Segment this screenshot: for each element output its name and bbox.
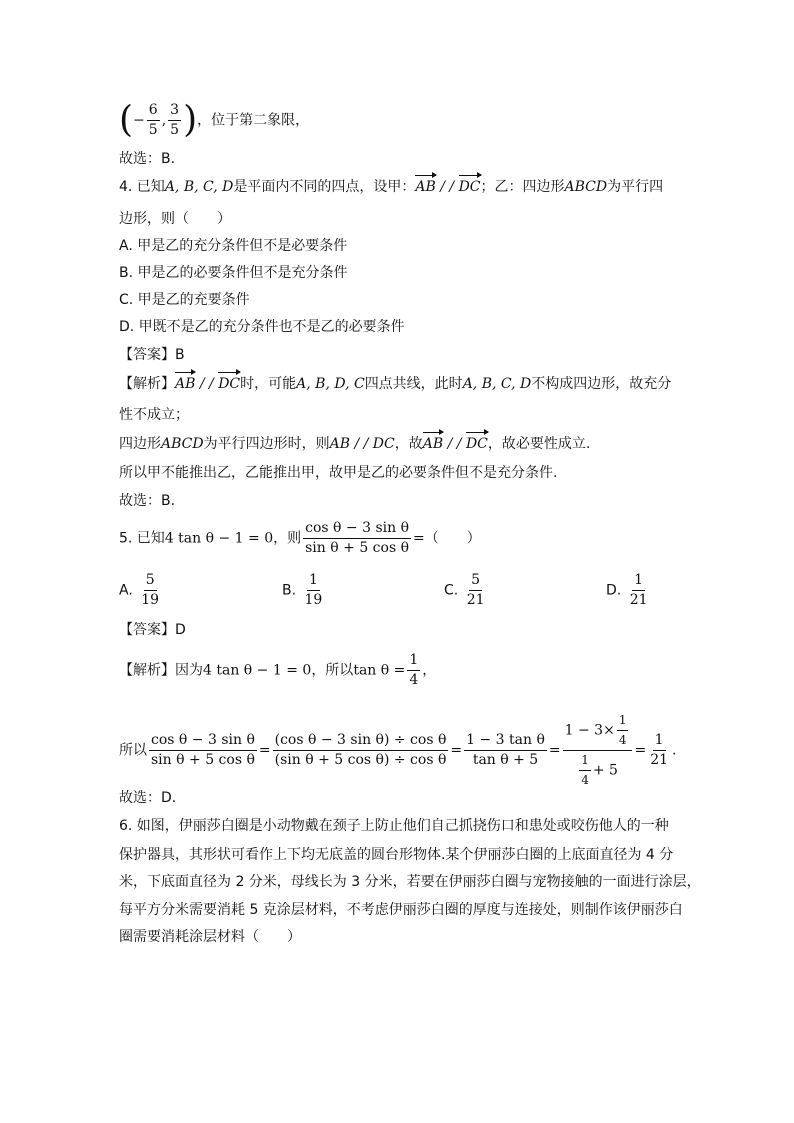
q5-analysis-derivation: 所以 $\frac{\text{cos θ − 3 sin θ}}{\text{sin θ + 5 cos θ}}$ = $\frac{\text{(cos θ − 3 sin θ) ÷ cos θ}}{\text{(sin θ + 5 cos θ) ÷ cos θ}}$ = $\frac{\text{1 − 3 tan θ}}{\text{tan θ + 5}}$ = 1 − 3× $\frac{1}{4}$ $\frac{1}{4}$ + 5 = $\frac{1}{21}$ .	[119, 713, 677, 787]
q5-option-d: D. $\frac{1}{21}$	[606, 572, 648, 608]
q6-line3: 米，下底面直径为 2 分米，母线长为 3 分米，若要在伊丽莎白圈与宠物接触的一面进行涂层，	[119, 874, 701, 890]
q4-analysis-line4: 所以甲不能推出乙，乙能推出甲，故甲是乙的必要条件但不是充分条件.	[119, 465, 558, 481]
q4-conclusion: 故选：B.	[119, 493, 176, 509]
q5-stem: 5. 已知4 tan θ − 1 = 0，则 $\frac{\text{cos θ − 3 sin θ}}{\text{sin θ + 5 cos θ}}$ =（ ）	[119, 520, 481, 556]
fraction-x: $\frac{6}{5}$	[148, 102, 158, 138]
vector-ab: AB	[415, 179, 436, 195]
q6-line1: 6. 如图，伊丽莎白圈是小动物戴在颈子上防止他们自己抓挠伤口和患处或咬伤他人的一种	[119, 818, 669, 834]
q4-answer: 【答案】B	[119, 347, 185, 363]
q6-line2: 保护器具，其形状可看作上下均无底盖的圆台形物体.某个伊丽莎白圈的上底面直径为 4 分	[119, 847, 674, 863]
conclusion-b: 故选：B.	[119, 151, 176, 167]
q5-option-b: B. $\frac{1}{19}$	[282, 572, 323, 608]
q5-answer: 【答案】D	[119, 622, 186, 638]
q4-analysis-line3: 四边形ABCD为平行四边形时，则AB / / DC，故AB / / DC，故必要性成立.	[119, 436, 591, 452]
compound-fraction: 1 − 3× $\frac{1}{4}$ $\frac{1}{4}$ + 5	[563, 712, 633, 789]
q4-stem-line1: 4. 已知A, B, C, D是平面内不同的四点，设甲：AB / / DC；乙：四边形ABCD为平行四	[119, 179, 664, 195]
q4-option-c: C. 甲是乙的充要条件	[119, 292, 250, 308]
q6-line5: 圈需要消耗涂层材料（ ）	[119, 929, 301, 945]
q4-option-a: A. 甲是乙的充分条件但不是必要条件	[119, 238, 348, 254]
q4-option-b: B. 甲是乙的必要条件但不是充分条件	[119, 265, 348, 281]
q5-option-a: A. $\frac{5}{19}$	[119, 572, 160, 608]
q5-analysis-line1: 【解析】因为4 tan θ − 1 = 0，所以tan θ = $\frac{1}{4}$ ，	[119, 652, 437, 688]
point-coordinate-line: (− $\frac{6}{5}$ , $\frac{3}{5}$ )，位于第二象限，	[119, 99, 310, 141]
q4-analysis-line1: 【解析】AB / / DC时，可能A, B, D, C四点共线，此时A, B, C, D不构成四边形，故充分	[119, 376, 672, 392]
vector-dc: DC	[458, 179, 481, 195]
q4-stem-line2: 边形，则（ ）	[119, 211, 231, 227]
fraction-y: $\frac{3}{5}$	[170, 102, 180, 138]
q5-option-c: C. $\frac{5}{21}$	[444, 572, 485, 608]
q5-conclusion: 故选：D.	[119, 790, 177, 806]
q4-option-d: D. 甲既不是乙的充分条件也不是乙的必要条件	[119, 319, 405, 335]
q5-stem-fraction: $\frac{\text{cos θ − 3 sin θ}}{\text{sin θ + 5 cos θ}}$	[305, 520, 410, 556]
q4-analysis-line2: 性不成立；	[119, 407, 189, 423]
point-quadrant-text: ，位于第二象限，	[197, 112, 310, 129]
q6-line4: 每平方分米需要消耗 5 克涂层材料，不考虑伊丽莎白圈的厚度与连接处，则制作该伊丽莎白	[119, 902, 683, 918]
